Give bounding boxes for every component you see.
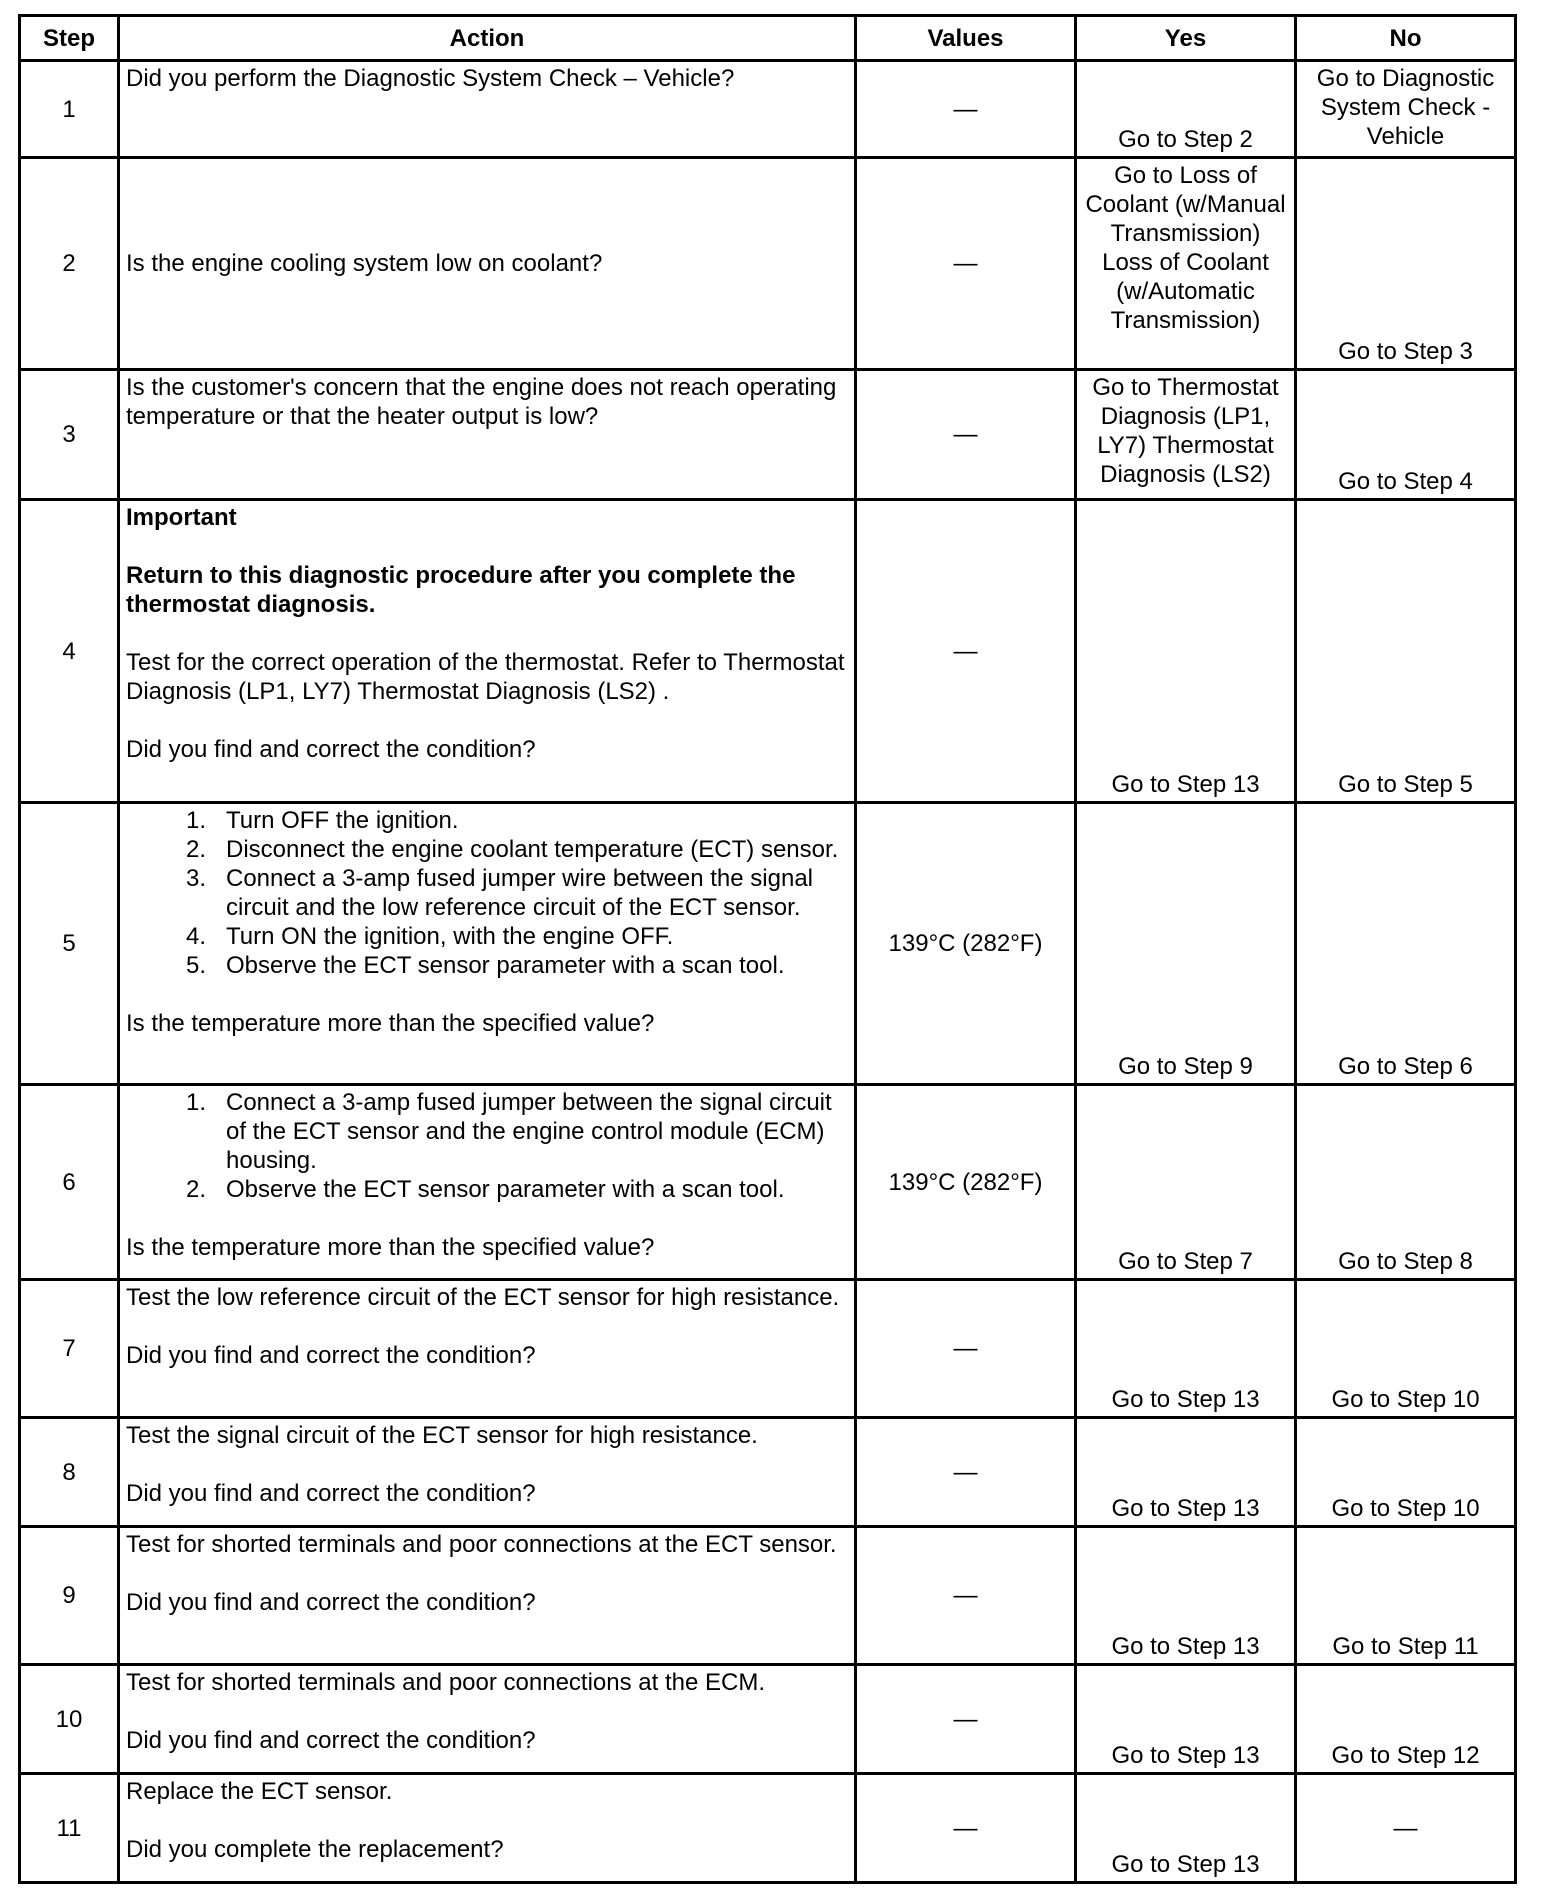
no-link[interactable]: Go to Step 11 [1296,1527,1516,1665]
action-text: Test for shorted terminals and poor connections at the ECT sensor. [126,1531,837,1558]
values-cell: — [856,500,1076,803]
action-question: Did you find and correct the condition? [126,1480,536,1507]
yes-link[interactable]: Go to Step 13 [1076,1280,1296,1418]
no-link[interactable]: — [1296,1774,1516,1883]
step-number: 10 [20,1665,119,1774]
table-row [20,1774,1516,1883]
action-question: Is the customer's concern that the engine does not reach operating temperature or that the heater output is low? [126,374,837,430]
values-cell: — [856,1280,1076,1418]
values-cell: 139°C (282°F) [856,803,1076,1085]
yes-link[interactable]: Go to Step 9 [1076,803,1296,1085]
important-note: Return to this diagnostic procedure after you complete the thermostat diagnosis. [126,562,796,618]
no-link[interactable]: Go to Step 5 [1296,500,1516,803]
action-question: Did you find and correct the condition? [126,1589,536,1616]
substep: 1. Connect a 3-amp fused jumper between the signal circuit of the ECT sensor and the engine control module (ECM) housing. [226,1088,848,1175]
header-step: Step [20,16,119,61]
action-cell [119,1280,856,1418]
no-link[interactable]: Go to Step 3 [1296,158,1516,370]
substep: 1. Turn OFF the ignition. [226,806,848,835]
header-no: No [1296,16,1516,61]
no-link[interactable]: Go to Diagnostic System Check - Vehicle [1296,61,1516,158]
action-cell [119,1418,856,1527]
yes-link[interactable]: Go to Step 2 [1076,61,1296,158]
action-cell [119,158,856,370]
values-cell: 139°C (282°F) [856,1085,1076,1280]
no-link[interactable]: Go to Step 6 [1296,803,1516,1085]
action-cell [119,1085,856,1280]
step-number: 7 [20,1280,119,1418]
action-question: Is the temperature more than the specified value? [126,1010,655,1037]
yes-link[interactable]: Go to Loss of Coolant (w/Manual Transmission) Loss of Coolant (w/Automatic Transmission) [1076,158,1296,370]
diagnostic-table [18,14,1517,1884]
step-number: 3 [20,370,119,500]
no-link[interactable]: Go to Step 4 [1296,370,1516,500]
yes-link[interactable]: Go to Step 13 [1076,500,1296,803]
values-cell: — [856,1527,1076,1665]
table-row [20,1418,1516,1527]
action-cell [119,1665,856,1774]
no-link[interactable]: Go to Step 8 [1296,1085,1516,1280]
action-question: Did you find and correct the condition? [126,1342,536,1369]
step-number: 1 [20,61,119,158]
step-number: 2 [20,158,119,370]
yes-link[interactable]: Go to Step 13 [1076,1774,1296,1883]
table-row [20,61,1516,158]
table-row [20,803,1516,1085]
values-cell: — [856,1418,1076,1527]
step-number: 6 [20,1085,119,1280]
values-cell: — [856,158,1076,370]
action-text: Test for the correct operation of the thermostat. Refer to Thermostat Diagnosis (LP1, LY7) Thermostat Diagnosis (LS2) . [126,649,845,705]
substep: 2. Observe the ECT sensor parameter with a scan tool. [226,1175,848,1204]
table-row [20,158,1516,370]
action-question: Is the engine cooling system low on coolant? [126,250,603,277]
action-question: Is the temperature more than the specified value? [126,1234,655,1261]
substep: 3. Connect a 3-amp fused jumper wire between the signal circuit and the low reference circuit of the ECT sensor. [226,864,848,922]
no-link[interactable]: Go to Step 12 [1296,1665,1516,1774]
table-row [20,370,1516,500]
yes-link[interactable]: Go to Step 13 [1076,1418,1296,1527]
substep: 2. Disconnect the engine coolant temperature (ECT) sensor. [226,835,848,864]
values-cell: — [856,1665,1076,1774]
header-action: Action [119,16,856,61]
substep-list [126,806,848,980]
table-row [20,1280,1516,1418]
action-cell [119,370,856,500]
values-cell: — [856,370,1076,500]
no-link[interactable]: Go to Step 10 [1296,1418,1516,1527]
yes-link[interactable]: Go to Step 13 [1076,1527,1296,1665]
action-cell [119,500,856,803]
action-cell [119,1527,856,1665]
yes-link[interactable]: Go to Step 7 [1076,1085,1296,1280]
table-row [20,1527,1516,1665]
substep-list [126,1088,848,1204]
action-text: Test for shorted terminals and poor connections at the ECM. [126,1669,765,1696]
header-yes: Yes [1076,16,1296,61]
header-row [20,16,1516,61]
table-row [20,500,1516,803]
substep: 4. Turn ON the ignition, with the engine OFF. [226,922,848,951]
action-cell [119,61,856,158]
action-text: Replace the ECT sensor. [126,1778,393,1805]
step-number: 9 [20,1527,119,1665]
values-cell: — [856,61,1076,158]
action-question: Did you find and correct the condition? [126,1727,536,1754]
yes-link[interactable]: Go to Step 13 [1076,1665,1296,1774]
table-row [20,1085,1516,1280]
substep: 5. Observe the ECT sensor parameter with a scan tool. [226,951,848,980]
action-text: Test the signal circuit of the ECT sensor for high resistance. [126,1422,758,1449]
action-cell [119,1774,856,1883]
action-text: Test the low reference circuit of the ECT sensor for high resistance. [126,1284,840,1311]
header-values: Values [856,16,1076,61]
step-number: 5 [20,803,119,1085]
yes-link[interactable]: Go to Thermostat Diagnosis (LP1, LY7) Thermostat Diagnosis (LS2) [1076,370,1296,500]
action-question: Did you perform the Diagnostic System Check – Vehicle? [126,65,735,92]
no-link[interactable]: Go to Step 10 [1296,1280,1516,1418]
important-label: Important [126,504,237,531]
step-number: 8 [20,1418,119,1527]
values-cell: — [856,1774,1076,1883]
action-question: Did you find and correct the condition? [126,736,536,763]
step-number: 4 [20,500,119,803]
action-cell [119,803,856,1085]
step-number: 11 [20,1774,119,1883]
table-row [20,1665,1516,1774]
action-question: Did you complete the replacement? [126,1836,504,1863]
